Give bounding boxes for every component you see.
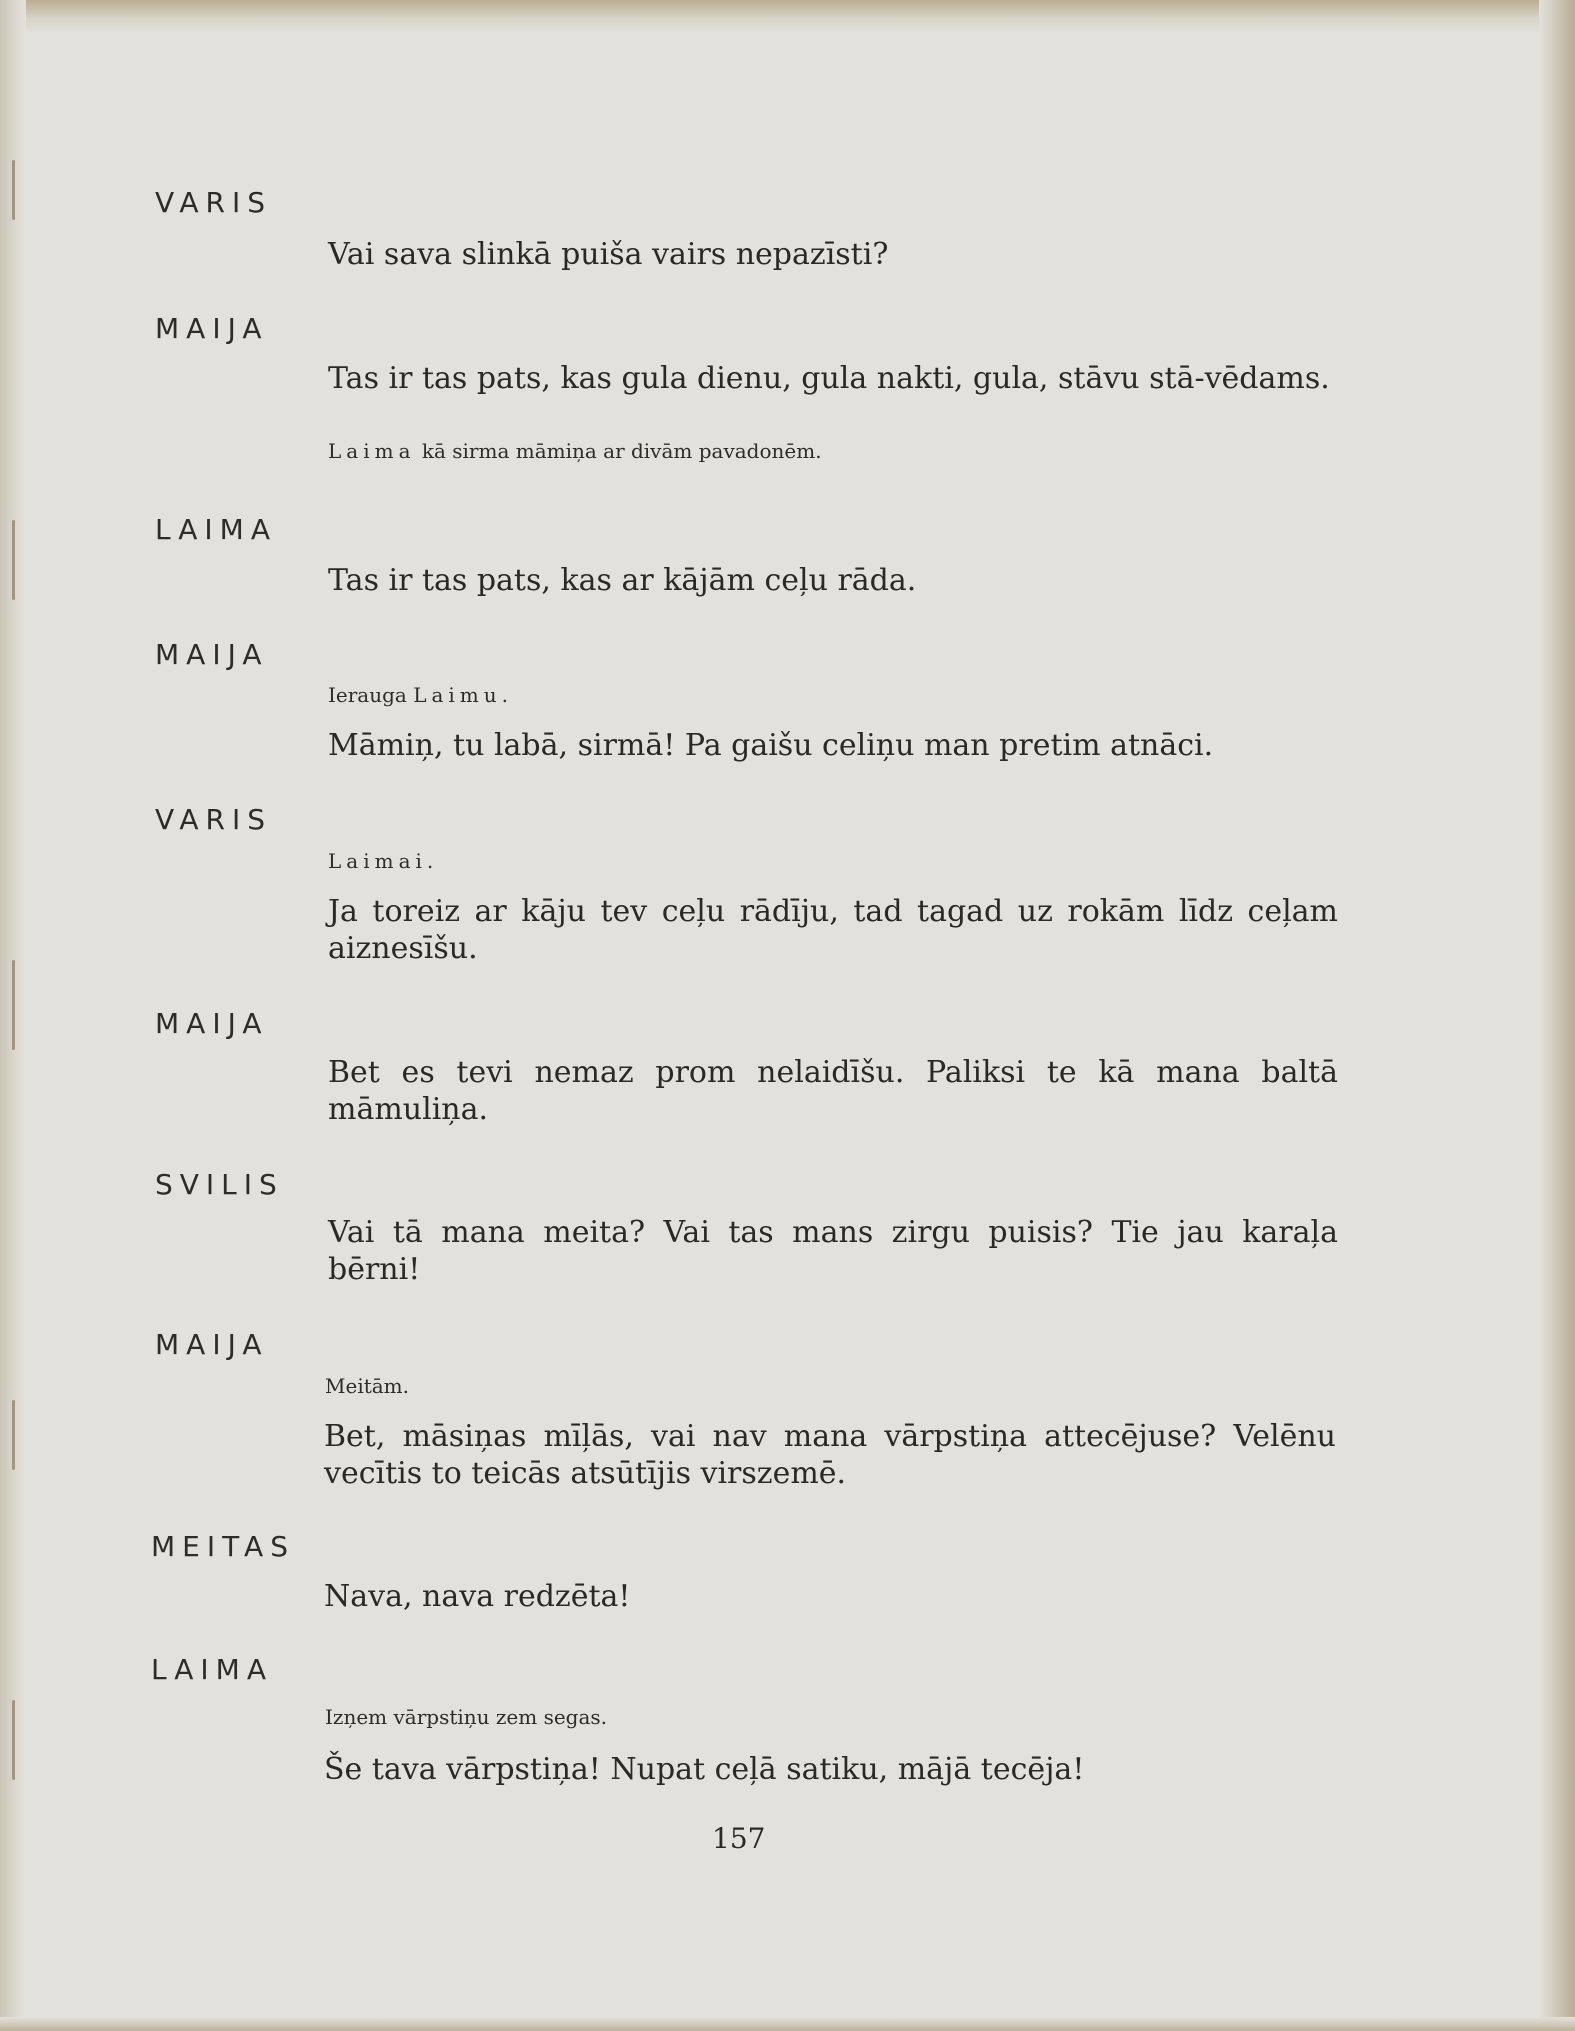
speaker-name: SVILIS [155,1168,284,1201]
stage-direction-text: Izņem vārpstiņu zem segas. [325,1705,608,1729]
stage-direction-text: Meitām. [325,1374,409,1398]
page-top-edge [0,0,1575,34]
dialogue-line: Nava, nava redzēta! [324,1579,631,1614]
binding-stitch [12,1400,15,1470]
speaker-name: VARIS [155,803,273,836]
stage-direction-text: Ierauga [328,683,407,707]
speaker-name: MAIJA [155,638,269,671]
stage-direction [328,683,513,707]
binding-stitch [12,960,15,1050]
dialogue-line: Tas ir tas pats, kas ar kājām ceļu rāda. [328,563,917,598]
stage-direction [328,849,438,873]
page-right-edge [1539,0,1575,2031]
binding-stitch [12,1700,15,1780]
page-number: 157 [712,1822,766,1855]
stage-direction-name: Laimu. [413,683,513,707]
stage-direction [325,1705,607,1729]
stage-direction-name: Laima [328,439,416,463]
dialogue-line: Bet es tevi nemaz prom nelaidīšu. Paliksi te kā mana baltā māmuliņa. [328,1055,1338,1127]
speaker-name: MAIJA [155,312,269,345]
page-bottom-edge [0,2017,1575,2031]
speaker-name: MEITAS [151,1530,295,1563]
speaker-name: LAIMA [155,513,277,546]
dialogue-line: Tas ir tas pats, kas gula dienu, gula nakti, gula, stāvu stā-vēdams. [328,361,1330,396]
speaker-name: MAIJA [155,1328,269,1361]
binding-stitch [12,520,15,600]
dialogue-line: Bet, māsiņas mīļās, vai nav mana vārpstiņa attecējuse? Velēnu vecītis to teicās atsūtījis virszemē. [324,1419,1336,1491]
dialogue-line: Māmiņ, tu labā, sirmā! Pa gaišu celiņu man pretim atnāci. [328,728,1214,763]
dialogue-line: Vai tā mana meita? Vai tas mans zirgu puisis? Tie jau karaļa bērni! [328,1215,1338,1287]
speaker-name: VARIS [155,186,273,219]
stage-direction [325,1374,409,1398]
dialogue-line: Ja toreiz ar kāju tev ceļu rādīju, tad tagad uz rokām līdz ceļam aiznesīšu. [328,894,1338,966]
stage-direction-text: kā sirma māmiņa ar divām pavadonēm. [421,439,822,463]
speaker-name: MAIJA [155,1007,269,1040]
stage-direction-name: Laimai. [328,849,439,873]
speaker-name: LAIMA [151,1653,273,1686]
dialogue-line: Vai sava slinkā puiša vairs nepazīsti? [328,237,889,272]
dialogue-line: Še tava vārpstiņa! Nupat ceļā satiku, mājā tecēja! [324,1752,1085,1787]
stage-direction [328,439,822,463]
binding-stitch [12,160,15,220]
